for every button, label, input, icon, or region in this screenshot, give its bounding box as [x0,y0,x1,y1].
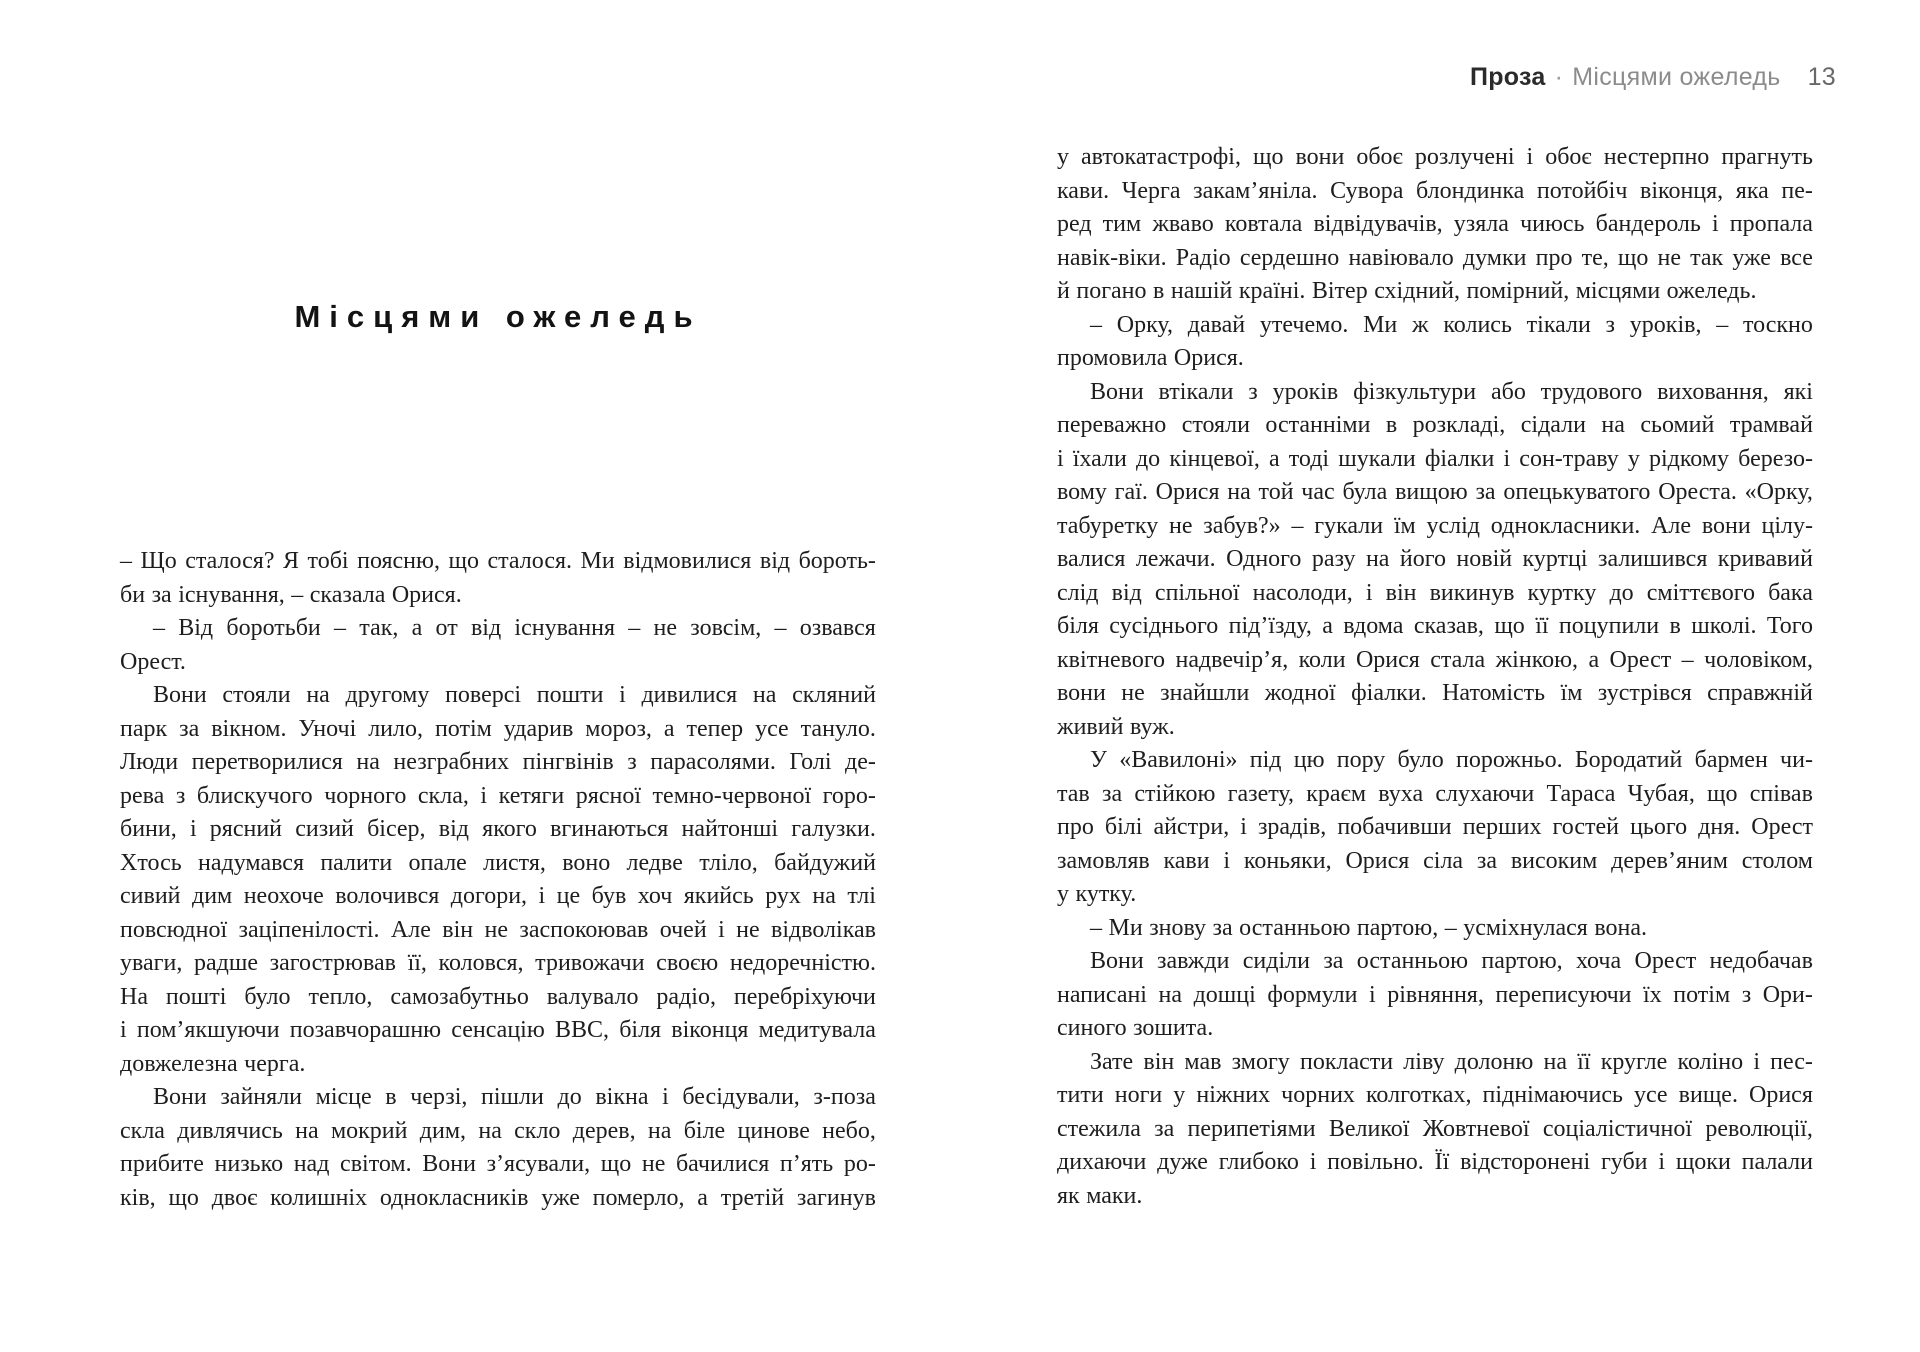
text-line: промовила Орися. [1057,345,1244,371]
text-line: синого зошита. [1057,1015,1214,1041]
page-number: 13 [1807,63,1836,91]
text-line: табуретку не забув?» – гукали їм услід однокласники. Але вони цілу- [1057,512,1813,539]
text-line: і їхали до кінцевої, а тоді шукали фіалки і сон-траву у рідкому березо- [1057,445,1813,472]
text-line: дихаючи дуже глибоко і повільно. Її відсторонені губи і щоки палали [1057,1149,1813,1175]
text-line: Люди перетворилися на незграбних пінгвінів з парасолями. Голі де- [120,749,876,775]
text-line: Вони зайняли місце в черзі, пішли до вікна і бесідували, з-поза [153,1084,876,1110]
text-line: Хтось надумався палити опале листя, воно ледве тліло, байдужий [120,849,876,876]
text-line: Вони завжди сиділи за останньою партою, хоча Орест недобачав [1090,948,1813,974]
text-line: стежила за перипетіями Великої Жовтневої соціалістичної революції, [1057,1115,1813,1142]
paragraph [120,545,876,612]
text-line: довжелезна черга. [120,1050,306,1077]
text-line: як маки. [1057,1182,1143,1209]
paragraph [120,1081,876,1215]
text-line: прибите низько над світом. Вони з’ясували, що не бачилися п’ять ро- [120,1151,876,1177]
text-line: навік-віки. Радіо сердешно навіювало думки про те, що не так уже все [1057,244,1813,271]
text-line: У «Вавилоні» під цю пору було порожньо. Бородатий бармен чи- [1090,747,1813,773]
text-line: Орест. [120,648,186,675]
paragraph [1057,945,1813,1046]
text-line: про білі айстри, і зрадів, побачивши перших гостей цього дня. Орест [1057,814,1813,840]
paragraph [120,612,876,679]
paragraph [1057,376,1813,745]
text-line: слід від спільної насолоди, і він викинув куртку до сміттєвого бака [1057,579,1813,606]
text-line: вому гаї. Орися на той час була вищою за опецькуватого Ореста. «Орку, [1057,479,1813,505]
paragraph [1057,912,1813,946]
text-line: бини, і рясний сизий бісер, від якого вгинаються найтонші галузки. [120,816,876,842]
text-line: живий вуж. [1057,713,1175,740]
text-line: переважно стояли останніми в розкладі, сідали на сьомий трамвай [1057,412,1813,438]
story-title: Місцями ожеледь [294,299,702,334]
paragraph [120,679,876,1081]
text-line: й погано в нашій країні. Вітер східний, помірний, місцями ожеледь. [1057,278,1757,304]
text-line: повсюдної заціпенілості. Але він не заспокоював очей і не відволікав [120,916,876,943]
text-line: ків, що двоє колишніх однокласників уже померло, а третій загинув [120,1184,876,1211]
text-line: Вони втікали з уроків фізкультури або трудового виховання, які [1090,378,1813,405]
text-line: кави. Черга закам’яніла. Сувора блондинка потойбіч віконця, яка пе- [1057,177,1813,204]
paragraph [1057,744,1813,912]
header-section-label: Проза [1469,63,1546,91]
text-line: рева з блискучого чорного скла, і кетяги рясної темно-червоної горо- [120,782,876,809]
text-line: би за існування, – сказала Орися. [120,581,462,608]
left-page-body [120,545,876,1215]
right-page-body [1057,141,1813,1213]
text-line: і пом’якшуючи позавчорашню сенсацію ВВС, біля віконця медитувала [120,1017,876,1043]
text-line: – Ми знову за останньою партою, – усміхнулася вона. [1090,914,1647,941]
header-separator-dot: · [1554,63,1564,91]
text-line: квітневого надвечір’я, коли Орися стала жінкою, а Орест – чоловіком, [1057,646,1813,673]
text-line: тити ноги у ніжних чорних колготках, піднімаючись усе вище. Орися [1057,1082,1813,1108]
paragraph [1057,1046,1813,1214]
text-line: біля сусіднього під’їзду, а вдома сказав, що її поцупили в школі. Того [1057,613,1813,639]
text-line: скла дивлячись на мокрий дим, на скло дерев, на біле цинове небо, [120,1117,876,1144]
text-line: вони не знайшли жодної фіалки. Натомість їм зустрівся справжній [1057,680,1813,706]
text-line: – Орку, давай утечемо. Ми ж колись тікали з уроків, – тоскно [1090,311,1813,338]
text-line: Вони стояли на другому поверсі пошти і дивилися на скляний [153,682,876,708]
text-line: написані на дошці формули і рівняння, переписуючи їх потім з Ори- [1057,981,1813,1008]
text-line: – Що сталося? Я тобі поясню, що сталося. Ми відмовилися від бороть- [120,548,876,574]
running-header [0,63,1836,92]
text-line: у автокатастрофі, що вони обоє розлучені і обоє нестерпно прагнуть [1057,144,1813,170]
text-line: уваги, радше загострював її, коловся, тривожачи своєю недоречністю. [120,950,876,976]
text-line: тав за стійкою газету, краєм вуха слухаючи Тараса Чубая, що співав [1057,780,1813,807]
text-line: На пошті було тепло, самозабутньо валувало радіо, перебріхуючи [120,983,876,1010]
paragraph [1057,309,1813,376]
text-line: – Від боротьби – так, а от від існування – не зовсім, – озвався [153,615,876,641]
text-line: валися лежачи. Одного разу на його новій куртці залишився кривавий [1057,546,1813,572]
paragraph [1057,141,1813,309]
text-line: Зате він мав змогу покласти ліву долоню на її кругле коліно і пес- [1090,1048,1813,1075]
text-line: ред тим жваво ковтала відвідувачів, узяла чиюсь бандероль і пропала [1057,211,1813,237]
text-line: парк за вікном. Уночі лило, потім ударив мороз, а тепер усе тануло. [120,715,876,742]
text-line: сивий дим неохоче волочився догори, і це був хоч якийсь рух на тлі [120,883,876,909]
text-line: у кутку. [1057,881,1137,907]
text-line: замовляв кави і коньяки, Орися сіла за високим дерев’яним столом [1057,847,1813,874]
header-chapter-label: Місцями ожеледь [1572,63,1781,91]
